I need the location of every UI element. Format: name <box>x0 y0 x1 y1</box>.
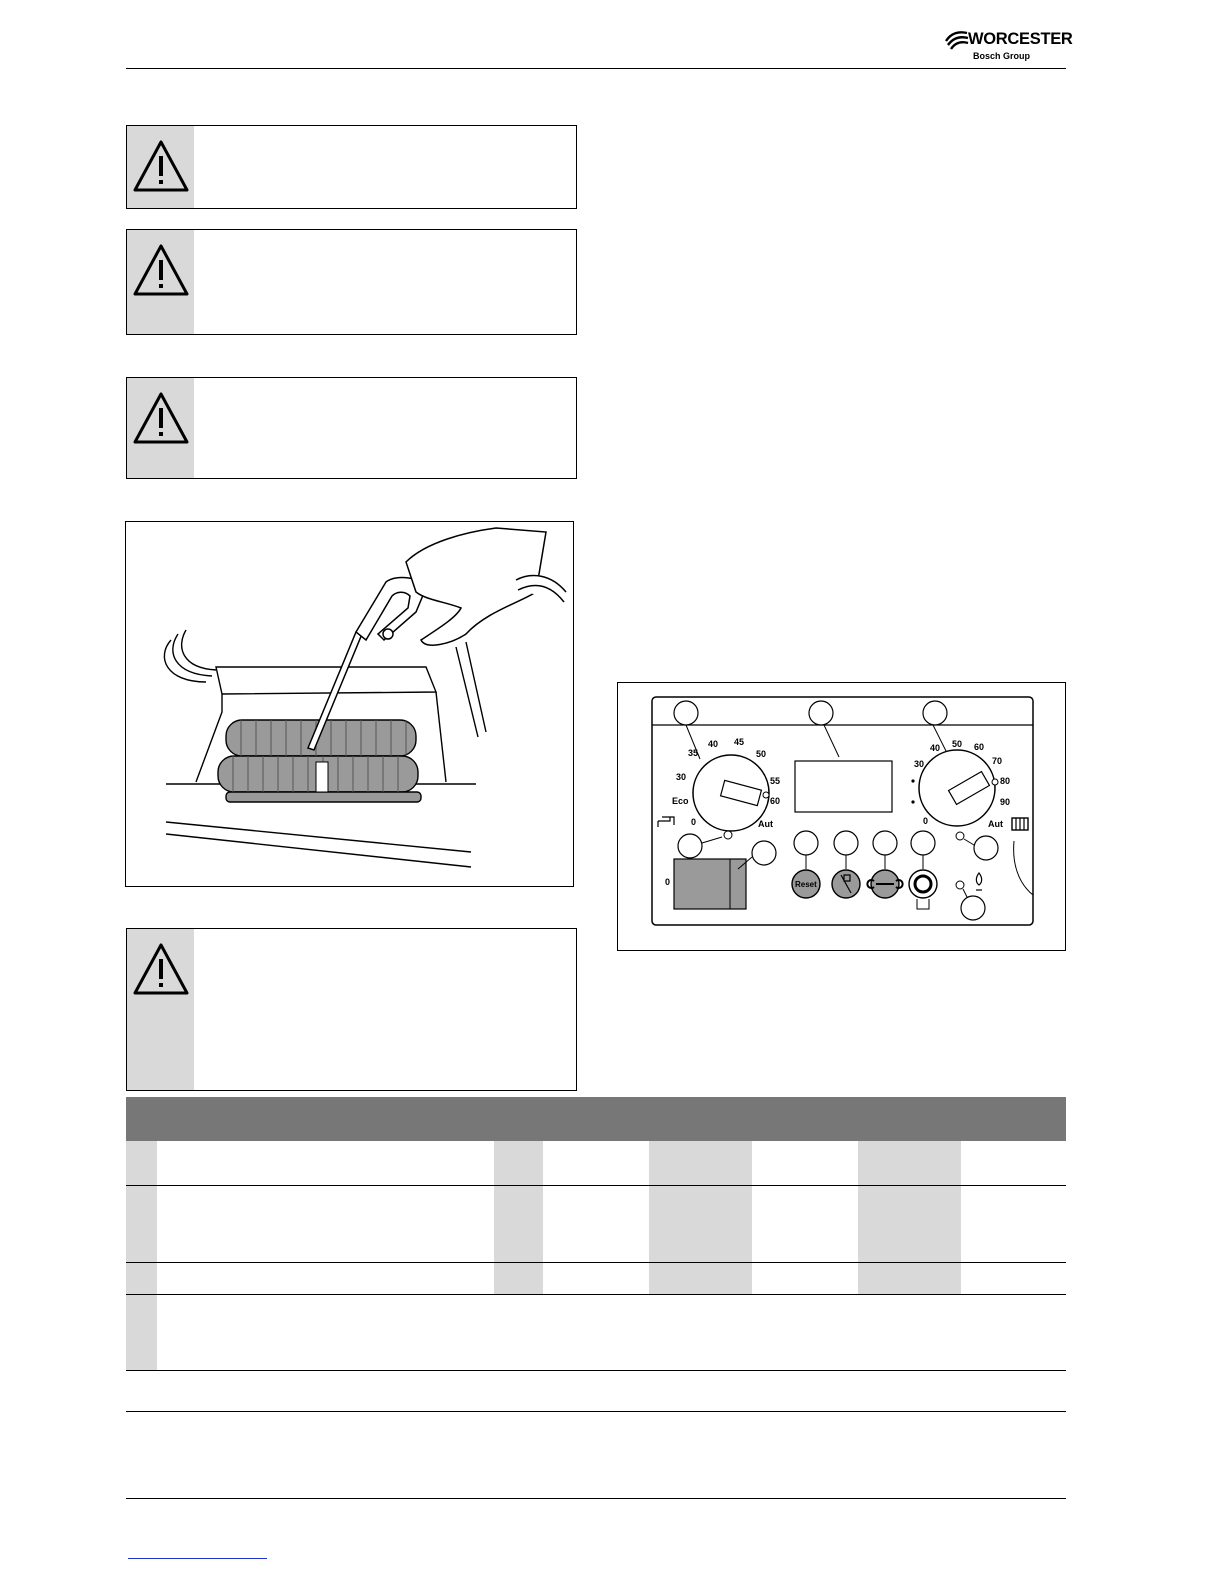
air-gun-cleaning-illustration <box>126 522 573 886</box>
dhw-tick-55: 55 <box>770 776 781 786</box>
table-cell <box>126 1263 157 1294</box>
dhw-tick-60: 60 <box>770 796 781 806</box>
footer-link-underline[interactable] <box>128 1558 267 1559</box>
table-cell <box>649 1141 752 1185</box>
table-cell <box>494 1186 543 1262</box>
ch-tick-30: 30 <box>914 759 925 769</box>
worcester-logo-swoosh-icon <box>944 28 970 50</box>
table-cell <box>858 1263 961 1294</box>
ch-tick-aut: Aut <box>988 819 1003 829</box>
dhw-tick-eco: Eco <box>672 796 689 806</box>
warning-box-4 <box>126 928 577 1091</box>
table-cell <box>649 1263 752 1294</box>
warning-box-1 <box>126 125 577 209</box>
control-panel-diagram <box>618 683 1065 950</box>
table-row-divider <box>126 1185 1066 1186</box>
dhw-tick-0: 0 <box>691 817 697 827</box>
reset-button-label: Reset <box>795 880 817 889</box>
footer-rule <box>126 1498 1066 1499</box>
table-cell <box>494 1141 543 1185</box>
brand-name: WORCESTER <box>968 30 1073 48</box>
ch-tick-0: 0 <box>923 816 929 826</box>
ch-tick-40: 40 <box>930 743 941 753</box>
table-cell <box>858 1186 961 1262</box>
control-panel-figure <box>617 682 1066 951</box>
warning-box-3 <box>126 377 577 479</box>
table-row-divider <box>126 1262 1066 1263</box>
warning-box-2 <box>126 229 577 335</box>
table-row-divider <box>126 1294 1066 1295</box>
table-cell <box>858 1141 961 1185</box>
ch-tick-50: 50 <box>952 739 963 749</box>
table-cell <box>494 1263 543 1294</box>
ch-tick-60: 60 <box>974 742 985 752</box>
dhw-tick-45: 45 <box>734 737 745 747</box>
table-row-divider <box>126 1370 1066 1371</box>
table-cell <box>126 1141 157 1185</box>
worcester-logo <box>944 28 1073 64</box>
table-header <box>126 1097 1066 1141</box>
dhw-tick-50: 50 <box>756 749 767 759</box>
warning-triangle-icon <box>131 138 191 194</box>
dhw-tick-aut: Aut <box>758 819 773 829</box>
ch-tick-70: 70 <box>992 756 1003 766</box>
table-cell <box>126 1295 157 1370</box>
mains-switch-label: 0 <box>665 877 671 887</box>
table-cell <box>126 1186 157 1262</box>
warning-triangle-icon <box>131 242 191 298</box>
table-cell <box>649 1186 752 1262</box>
dhw-tick-35: 35 <box>688 748 699 758</box>
heat-exchanger-cleaning-figure <box>125 521 574 887</box>
header-rule <box>126 68 1066 69</box>
warning-triangle-icon <box>131 390 191 446</box>
dhw-tick-40: 40 <box>708 739 719 749</box>
warning-triangle-icon <box>131 941 191 997</box>
dhw-tick-30: 30 <box>676 772 687 782</box>
table-row-divider <box>126 1411 1066 1412</box>
ch-tick-80: 80 <box>1000 776 1011 786</box>
brand-subtitle: Bosch Group <box>973 51 1031 61</box>
ch-tick-90: 90 <box>1000 797 1011 807</box>
